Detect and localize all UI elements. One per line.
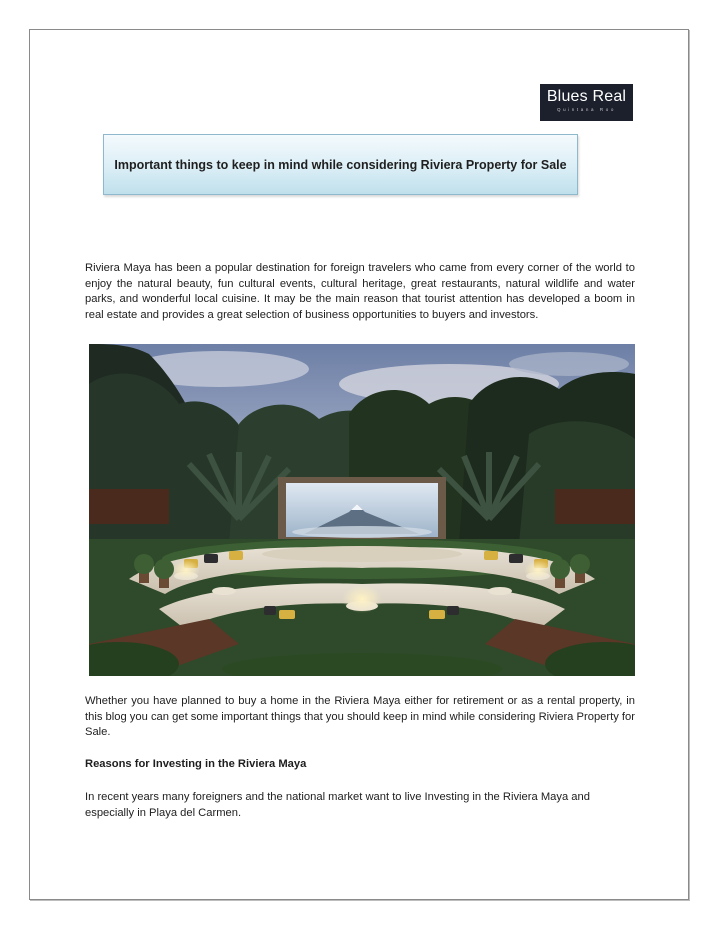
- document-title: Important things to keep in mind while considering Riviera Property for Sale: [114, 157, 567, 172]
- hero-illustration: [89, 344, 635, 676]
- title-box: [103, 134, 578, 195]
- section-paragraph: In recent years many foreigners and the national market want to live Investing in the Riviera Maya and especially in Playa del Carmen.: [85, 791, 590, 819]
- intro-paragraph: Riviera Maya has been a popular destination for foreign travelers who came from every corner of the world to enjoy the natural beauty, fun cultural events, cultural heritage, great restaurants, natural wildlife and water parks, and wonderful local cuisine. It may be the main reason that tourist attention has developed a boom in real estate and provides a great selection of business opportunities to buyers and investors.: [85, 262, 635, 321]
- logo-tagline: Quintana Roo: [557, 107, 616, 112]
- second-paragraph: Whether you have planned to buy a home in the Riviera Maya either for retirement or as a rental property, in this blog you can get some important things that you should keep in mind while considering Riviera Property for Sale.: [85, 695, 635, 739]
- brand-logo: [540, 84, 633, 121]
- section-heading: Reasons for Investing in the Riviera Maya: [85, 758, 307, 770]
- hero-image: [89, 344, 635, 676]
- logo-name: Blues Real: [546, 88, 627, 105]
